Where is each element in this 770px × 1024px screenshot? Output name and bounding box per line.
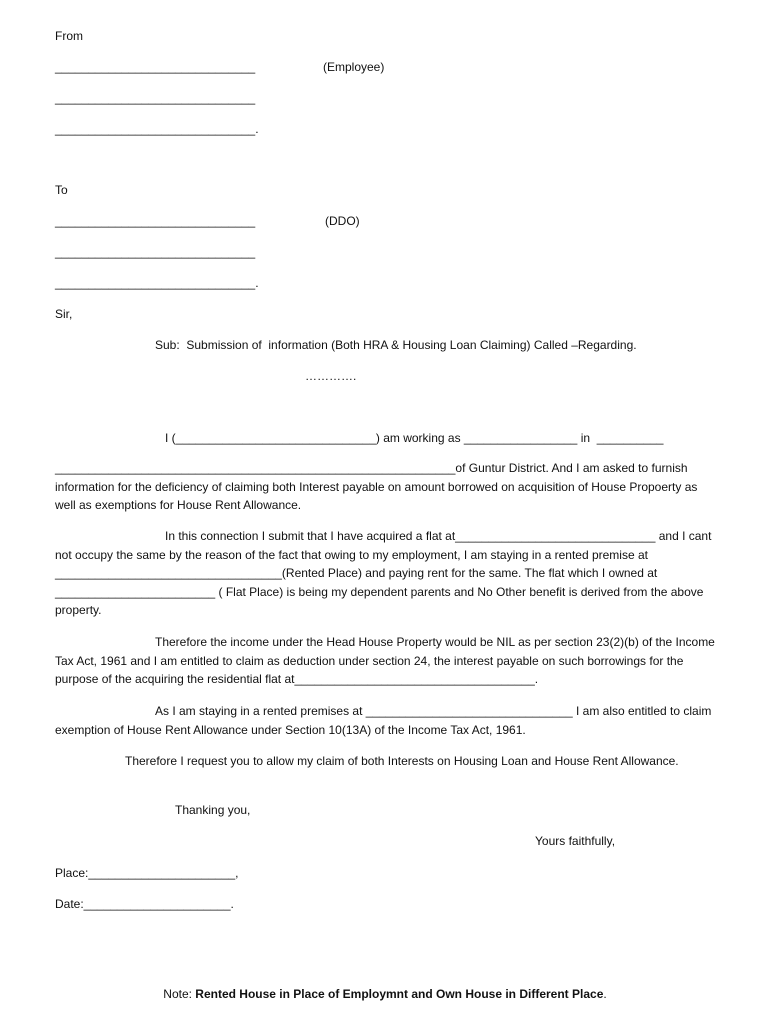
place-field: Place:______________________, bbox=[55, 866, 239, 880]
to-line-1: ______________________________ bbox=[55, 214, 256, 228]
to-line-2: ______________________________ bbox=[55, 245, 256, 259]
date-field: Date:______________________. bbox=[55, 897, 234, 911]
footer-note bbox=[0, 987, 770, 1001]
from-line-1: ______________________________ bbox=[55, 60, 256, 74]
para4: As I am staying in a rented premises at _______________________________ I am also entitled to claim exemption of House Rent Allowance under Section 10(13A) of the Income Tax Act, 1961. bbox=[55, 704, 712, 737]
salutation: Sir, bbox=[55, 307, 73, 321]
from-line-2: ______________________________ bbox=[55, 91, 256, 105]
from-line-3: ______________________________. bbox=[55, 122, 259, 136]
para5: Therefore I request you to allow my claim of both Interests on Housing Loan and House Rent Allowance. bbox=[125, 754, 679, 768]
para2: In this connection I submit that I have acquired a flat at______________________________ and I cant not occupy the same by the reason of the fact that owing to my employment, I am staying in a rented premise at __________________________________(Rented Place) and paying rent for the same. The flat which I owned at ________________________ ( Flat Place) is being my dependent parents and No Other benefit is derived from the above property. bbox=[55, 529, 712, 618]
para1-first-line: I (______________________________) am working as _________________ in __________ bbox=[165, 431, 664, 445]
to-label: To bbox=[55, 183, 68, 197]
note-prefix: Note: bbox=[163, 987, 196, 1001]
para1-body: ____________________________________________________________of Guntur District. And I am asked to furnish information for the deficiency of claiming both Interest payable on amount borrowed on acquisition of House Propoerty as well as exemptions for House Rent Allowance. bbox=[55, 461, 698, 513]
from-label: From bbox=[55, 29, 83, 43]
to-line-3: ______________________________. bbox=[55, 276, 259, 290]
subject-line: Sub: Submission of information (Both HRA & Housing Loan Claiming) Called –Regarding. bbox=[155, 338, 637, 352]
note-text: Rented House in Place of Employmnt and Own House in Different Place bbox=[195, 987, 604, 1001]
ddo-label: (DDO) bbox=[325, 214, 360, 228]
thanking-you: Thanking you, bbox=[175, 803, 251, 817]
subject-dots: …………. bbox=[305, 369, 357, 383]
para3: Therefore the income under the Head House Property would be NIL as per section 23(2)(b) of the Income Tax Act, 1961 and I am entitled to claim as deduction under section 24, the interest payable on such borrowings for the purpose of the acquiring the residential flat at____________________________________. bbox=[55, 635, 715, 687]
closing: Yours faithfully, bbox=[535, 834, 616, 848]
employee-label: (Employee) bbox=[323, 60, 385, 74]
note-suffix: . bbox=[603, 987, 607, 1001]
